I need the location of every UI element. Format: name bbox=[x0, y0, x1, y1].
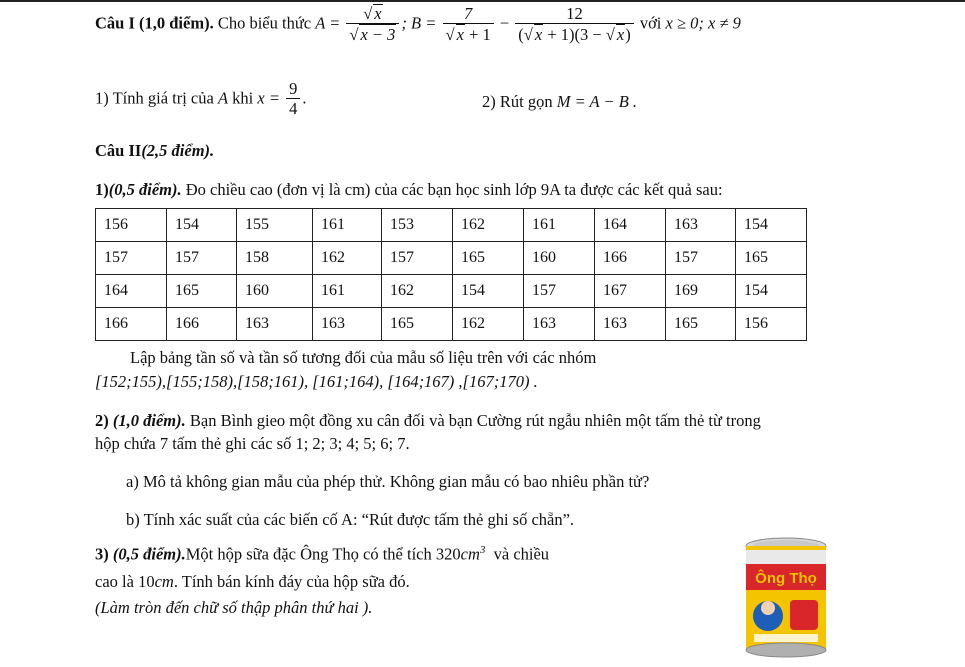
table-cell: 157 bbox=[167, 242, 237, 275]
frac-B2: $\frac{12}{(√ x + 1)(3 - √ x)}$ bbox=[515, 5, 633, 45]
condition: x ≥ 0; x ≠ 9 bbox=[665, 13, 741, 33]
question-2-part-2a: a) Mô tả không gian mẫu của phép thử. Không gian mẫu có bao nhiêu phần tử? bbox=[126, 472, 650, 491]
question-2-part-1: 1)(0,5 điểm). Đo chiều cao (đơn vị là cm) của các bạn học sinh lớp 9A ta được các kết quả sau: bbox=[95, 180, 723, 199]
table-cell: 163 bbox=[524, 308, 595, 341]
table-cell: 163 bbox=[237, 308, 313, 341]
condition-prefix: với bbox=[639, 13, 662, 33]
frac-9-4: $\frac{9}{4}$ bbox=[286, 80, 300, 119]
table-cell: 154 bbox=[453, 275, 524, 308]
table-cell: 166 bbox=[595, 242, 666, 275]
table-cell: 154 bbox=[736, 275, 807, 308]
table-cell: 162 bbox=[453, 209, 524, 242]
question-2-part-3-line-1: 3) (0,5 điểm).Một hộp sữa đặc Ông Thọ có thể tích $320cm^3$ và chiều bbox=[95, 544, 550, 564]
table-cell: 169 bbox=[666, 275, 736, 308]
frac-A: $\frac{√ x}{√ x - 3}$ bbox=[346, 4, 399, 45]
table-cell: 163 bbox=[666, 209, 736, 242]
table-cell: 165 bbox=[666, 308, 736, 341]
table-cell: 166 bbox=[96, 308, 167, 341]
question-2-part-3-line-2: cao là 10cm. Tính bán kính đáy của hộp sữa đó. bbox=[95, 572, 410, 591]
top-rule bbox=[0, 0, 965, 2]
table-cell: 162 bbox=[382, 275, 453, 308]
question-1-line bbox=[95, 4, 741, 45]
table-cell: 164 bbox=[96, 275, 167, 308]
table-cell: 157 bbox=[524, 275, 595, 308]
table-cell: 162 bbox=[453, 308, 524, 341]
frac-B1: $\frac{7}{√ x + 1}$ bbox=[443, 5, 494, 45]
table-cell: 154 bbox=[167, 209, 237, 242]
table-row bbox=[96, 209, 807, 242]
minus-sign: − bbox=[499, 13, 510, 33]
question-2-title: Câu II(2,5 điểm). bbox=[95, 141, 215, 160]
table-cell: 157 bbox=[382, 242, 453, 275]
table-cell: 161 bbox=[313, 275, 382, 308]
height-data-table bbox=[95, 208, 807, 341]
table-cell: 157 bbox=[666, 242, 736, 275]
table-cell: 158 bbox=[237, 242, 313, 275]
question-1-title: Câu I (1,0 điểm). bbox=[95, 13, 214, 33]
question-2-part-2-line-1: 2) (1,0 điểm). Bạn Bình gieo một đồng xu cân đối và bạn Cường rút ngẫu nhiên một tấm thẻ từ trong bbox=[95, 411, 761, 430]
table-cell: 161 bbox=[524, 209, 595, 242]
table-cell: 163 bbox=[595, 308, 666, 341]
condensed-milk-can-image bbox=[738, 536, 834, 660]
question-1-part-1: 1) Tính giá trị của A khi x = $\frac{9}{4}$ . bbox=[95, 79, 307, 118]
question-2-part-2b: b) Tính xác suất của các biến cố A: “Rút được tấm thẻ ghi số chẵn”. bbox=[126, 510, 575, 529]
table-cell: 165 bbox=[167, 275, 237, 308]
table-cell: 166 bbox=[167, 308, 237, 341]
table-caption: Lập bảng tần số và tần số tương đối của mẫu số liệu trên với các nhóm bbox=[130, 348, 597, 367]
question-2-part-2-line-2: hộp chứa 7 tấm thẻ ghi các số 1; 2; 3; 4; 5; 6; 7. bbox=[95, 434, 410, 453]
table-cell: 163 bbox=[313, 308, 382, 341]
can-brand-text: Ông Thọ bbox=[755, 570, 817, 587]
expr-A-lhs: A = bbox=[315, 13, 341, 33]
question-1-part-2: 2) Rút gọn M = A − B . bbox=[482, 92, 638, 111]
table-cell: 164 bbox=[595, 209, 666, 242]
table-cell: 160 bbox=[237, 275, 313, 308]
table-cell: 165 bbox=[736, 242, 807, 275]
table-cell: 161 bbox=[313, 209, 382, 242]
table-cell: 165 bbox=[382, 308, 453, 341]
question-2-part-3-note: (Làm tròn đến chữ số thập phân thứ hai ). bbox=[95, 598, 373, 617]
table-cell: 156 bbox=[96, 209, 167, 242]
table-cell: 167 bbox=[595, 275, 666, 308]
table-cell: 155 bbox=[237, 209, 313, 242]
table-cell: 162 bbox=[313, 242, 382, 275]
expr-B-lhs: ; B = bbox=[401, 13, 437, 33]
table-cell: 165 bbox=[453, 242, 524, 275]
question-1-intro: Cho biểu thức bbox=[217, 13, 312, 33]
table-cell: 160 bbox=[524, 242, 595, 275]
table-cell: 157 bbox=[96, 242, 167, 275]
table-row bbox=[96, 308, 807, 341]
group-intervals: [152;155),[155;158),[158;161), [161;164), [164;167) ,[167;170) . bbox=[95, 372, 538, 391]
table-cell: 156 bbox=[736, 308, 807, 341]
table-cell: 154 bbox=[736, 209, 807, 242]
table-row bbox=[96, 275, 807, 308]
table-row bbox=[96, 242, 807, 275]
table-cell: 153 bbox=[382, 209, 453, 242]
